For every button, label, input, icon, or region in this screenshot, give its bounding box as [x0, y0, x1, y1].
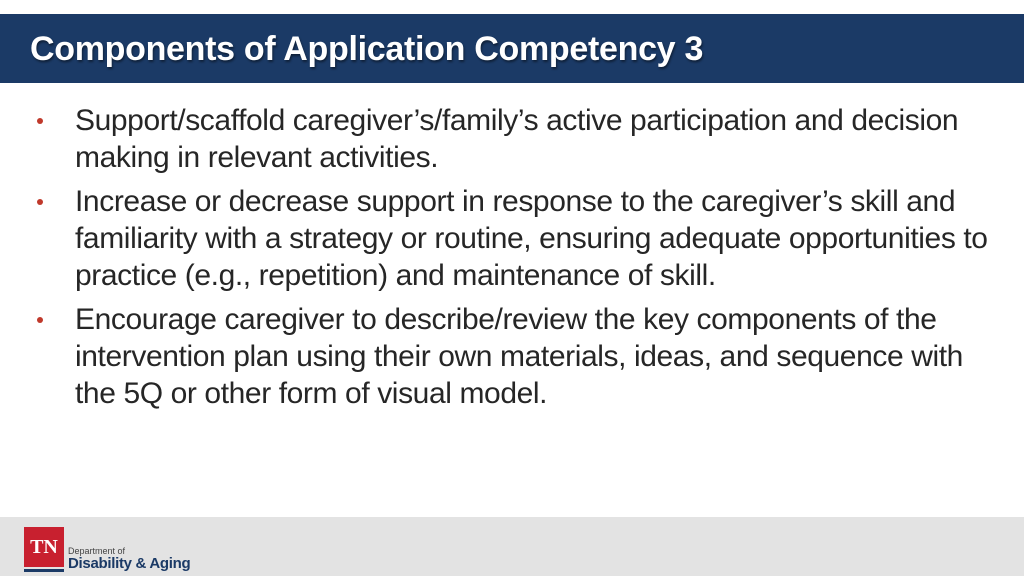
- tn-logo-text: TN: [30, 536, 58, 558]
- tn-logo-icon: [24, 527, 64, 567]
- slide-title: Components of Application Competency 3: [30, 29, 704, 68]
- bullet-list: [30, 102, 1000, 412]
- logo-department-name: Disability & Aging: [68, 555, 191, 572]
- bullet-dot-icon: [37, 317, 43, 323]
- bullet-item: [30, 102, 1000, 176]
- bullet-dot-icon: [37, 199, 43, 205]
- logo-wordmark: [68, 527, 190, 572]
- bullet-item: [30, 183, 1000, 294]
- bullet-dot-icon: [37, 118, 43, 124]
- bullet-text: Support/scaffold caregiver’s/family’s active participation and decision making in relevant activities.: [75, 104, 959, 174]
- top-strip: [0, 0, 1024, 14]
- footer: [0, 517, 1024, 576]
- bullet-text: Increase or decrease support in response to the caregiver’s skill and familiarity with a strategy or routine, ensuring adequate opportunities to practice (e.g., repetition) and maintenance of skill.: [75, 185, 988, 292]
- slide-content: [30, 102, 1000, 419]
- bullet-item: [30, 301, 1000, 412]
- department-logo: [24, 527, 190, 573]
- tn-logo-underline: [24, 569, 64, 572]
- bullet-text: Encourage caregiver to describe/review the key components of the intervention plan using their own materials, ideas, and sequence with the 5Q or other form of visual model.: [75, 303, 963, 410]
- logo-department-of: Department of: [68, 546, 126, 556]
- title-bar: [0, 14, 1024, 83]
